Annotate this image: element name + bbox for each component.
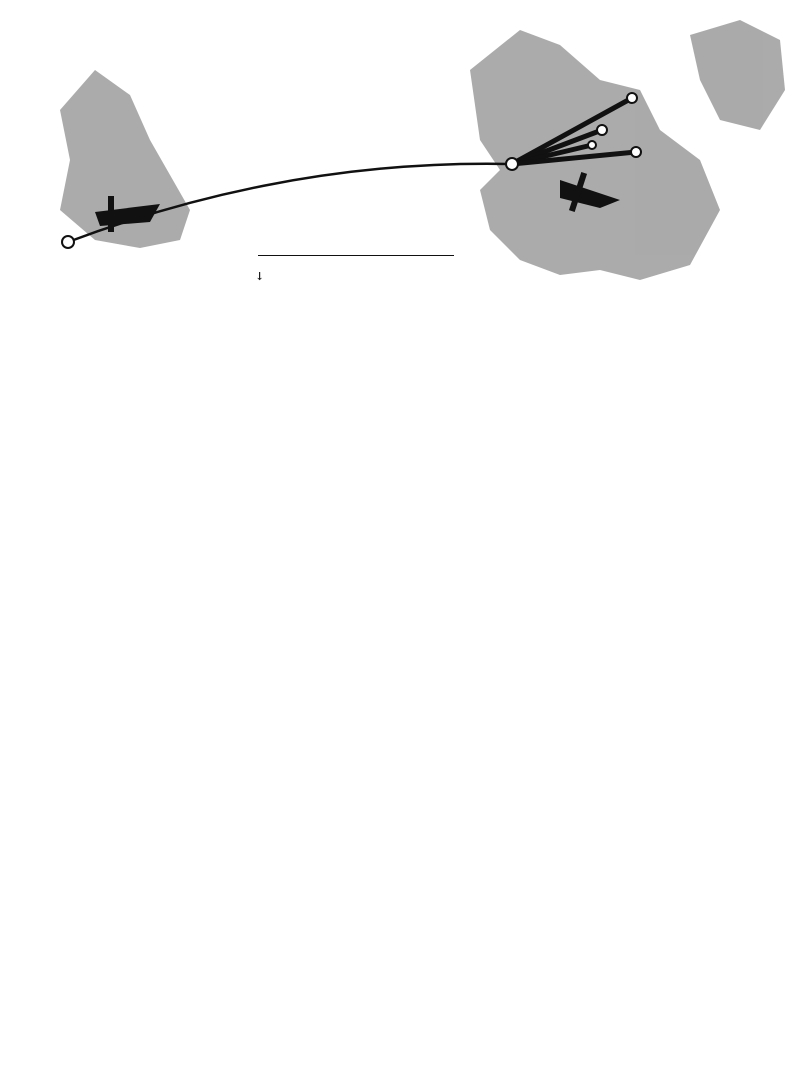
timetable bbox=[255, 270, 775, 287]
sidebar-notes bbox=[32, 350, 254, 360]
scale-bar bbox=[258, 255, 454, 256]
timetable-origin: ↓ bbox=[255, 270, 265, 283]
map-scale bbox=[258, 240, 454, 256]
